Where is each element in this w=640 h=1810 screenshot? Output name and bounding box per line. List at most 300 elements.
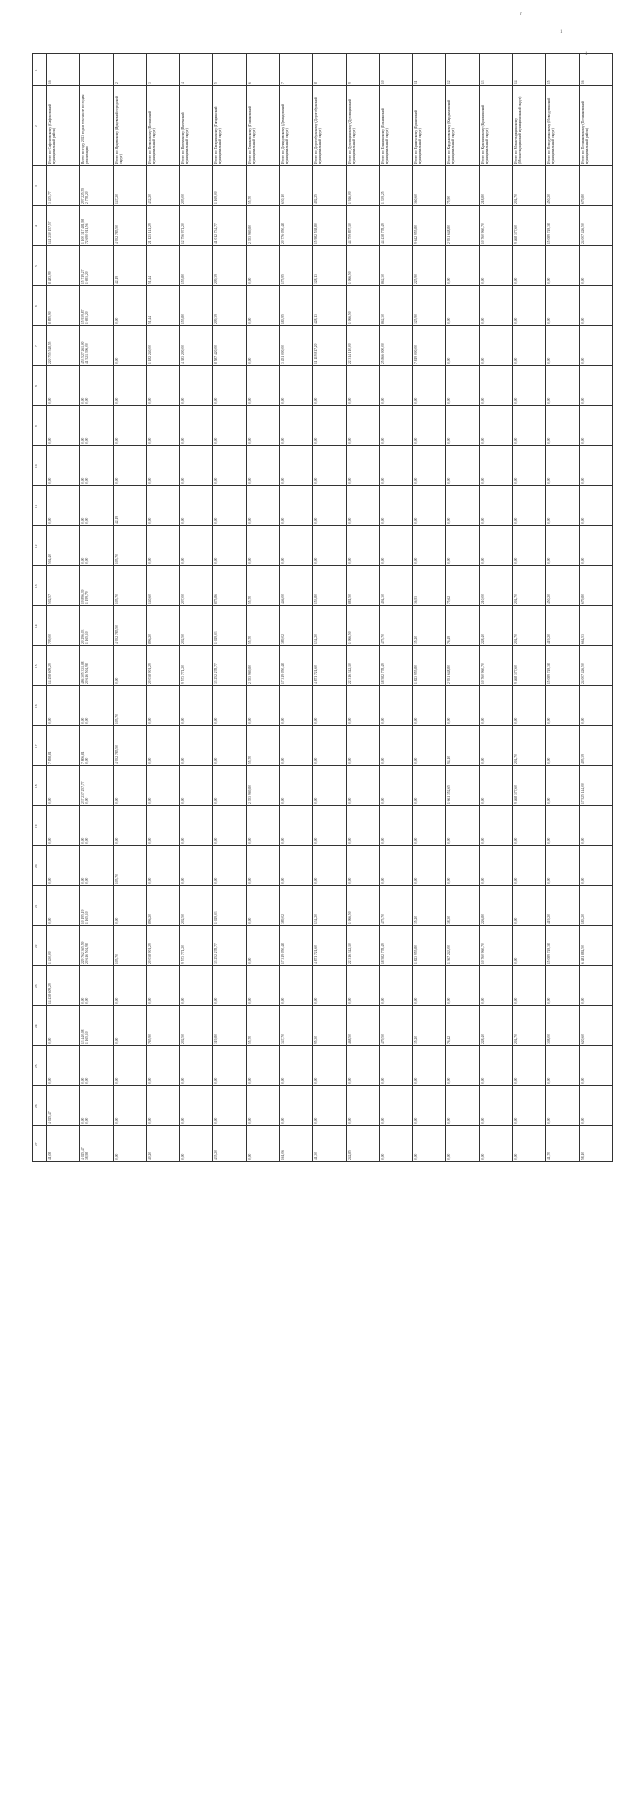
column-number-cell	[33, 1006, 47, 1046]
column-number-cell-text: 20	[34, 864, 38, 868]
value-cell-text: 22 316 342,10	[347, 943, 352, 964]
value-cell-text: 1 823 955,80	[414, 945, 419, 964]
value-cell-text: 0,00	[480, 317, 485, 324]
row-number-cell	[313, 54, 346, 86]
value-cell-text: 2 353 969,80	[247, 785, 252, 804]
value-cell	[346, 326, 379, 366]
value-cell	[512, 1086, 545, 1126]
row-name-cell	[80, 86, 113, 166]
value-cell-text: 0,00	[48, 1037, 52, 1044]
value-cell	[113, 286, 146, 326]
value-cell	[579, 686, 612, 726]
value-cell-text: 0,00	[214, 1117, 219, 1124]
value-cell	[446, 846, 479, 886]
value-cell	[279, 246, 312, 286]
value-cell-text: 494,30	[380, 594, 385, 604]
value-cell	[246, 806, 279, 846]
column-number-cell-text: 26	[34, 1104, 38, 1108]
value-cell	[47, 166, 80, 206]
value-cell-text: 0,00	[447, 1153, 452, 1160]
value-cell-text: 0,00	[247, 997, 252, 1004]
value-cell-text: 0,00	[580, 277, 585, 284]
value-cell	[346, 846, 379, 886]
value-cell-text: 10 195,19 1 165,10	[81, 909, 90, 924]
row-numbers	[33, 54, 613, 86]
value-cell-text: 328,13	[314, 274, 319, 284]
value-cell-text: 2 353 969,80	[247, 225, 252, 244]
row-name-cell-text: Итого по Вяземскому (Вяземский муниципальный округ)	[181, 112, 190, 164]
value-cell	[546, 806, 579, 846]
value-cell	[180, 406, 213, 446]
value-cell	[180, 966, 213, 1006]
value-cell	[80, 846, 113, 886]
value-cell-text: 389,02	[280, 914, 285, 924]
value-cell-text: 0,00 0,00	[81, 877, 90, 884]
value-cell-text: 0,00	[247, 717, 252, 724]
value-cell	[47, 646, 80, 686]
value-cell-text: 0,00	[580, 1077, 585, 1084]
column-number-cell	[33, 86, 47, 166]
value-cell-text: 419,20	[547, 914, 552, 924]
value-cell	[413, 1046, 446, 1086]
value-cell-text: 0,00	[214, 877, 219, 884]
value-cell	[546, 566, 579, 606]
value-cell	[113, 886, 146, 926]
value-cell	[479, 566, 512, 606]
value-cell-text: 51,44	[147, 275, 152, 284]
value-cell-text: 24 007 426,50	[580, 223, 585, 244]
value-cell-text: 0,00	[513, 877, 518, 884]
value-cell	[379, 1006, 412, 1046]
value-cell	[413, 246, 446, 286]
value-cell-text: 0,00	[247, 477, 252, 484]
value-cell-text: 15 089 749,38	[547, 223, 552, 244]
value-cell	[579, 646, 612, 686]
value-cell-text: 3 451 000,00	[280, 345, 285, 364]
row-number-cell-text: 2	[114, 82, 119, 84]
value-cell-text: 1 066,50	[347, 311, 352, 324]
value-cell	[579, 246, 612, 286]
value-cell-text: 0,00	[480, 797, 485, 804]
value-cell-text: 0,00	[147, 717, 152, 724]
value-cell-text: 896,20	[147, 634, 152, 644]
value-cell	[279, 846, 312, 886]
value-cell	[279, 726, 312, 766]
row-name-cell-text: Итого по Сафоновскому (Сафоновский муниципальный район)	[48, 104, 57, 164]
value-cell-text: 0,00	[547, 557, 552, 564]
row-name-cell-text: Всего по году 2023 года в том числе по годам реализации	[81, 94, 90, 164]
value-cell	[479, 606, 512, 646]
value-cell-text: 225,90	[414, 274, 419, 284]
value-cell-text: 1 946,00	[347, 191, 352, 204]
value-cell-text: 0,00	[447, 317, 452, 324]
value-cell-text: 0,00	[181, 437, 186, 444]
value-cell	[479, 806, 512, 846]
value-cell-text: 0,00	[513, 1117, 518, 1124]
value-cell	[512, 206, 545, 246]
value-cell-text: 0,00	[314, 997, 319, 1004]
row-number-cell	[512, 54, 545, 86]
value-cell	[379, 446, 412, 486]
value-cell	[313, 246, 346, 286]
value-cell	[346, 886, 379, 926]
value-cell-text: 0,00	[447, 877, 452, 884]
value-cell-text: 0,00	[214, 717, 219, 724]
value-cell-text: 4 871 721,60	[314, 665, 319, 684]
value-cell	[279, 1046, 312, 1086]
value-cell	[413, 366, 446, 406]
column-number-cell	[33, 646, 47, 686]
value-cell-text: 0,00	[447, 277, 452, 284]
value-cell-text: 679,80	[580, 194, 585, 204]
value-cell-text: 204,70	[513, 594, 518, 604]
value-cell-text: 35,20	[414, 915, 419, 924]
value-cell	[546, 606, 579, 646]
value-cell-text: 204,70	[513, 194, 518, 204]
row-name-cell	[446, 86, 479, 166]
row-name-cell	[313, 86, 346, 166]
value-cell	[479, 1086, 512, 1126]
column-number-cell	[33, 406, 47, 446]
value-cell	[279, 926, 312, 966]
value-cell	[213, 1046, 246, 1086]
value-cell-text: 33 252 278,77	[214, 663, 219, 684]
column-number-cell	[33, 1126, 47, 1162]
value-cell	[479, 686, 512, 726]
value-cell	[47, 606, 80, 646]
value-cell	[246, 606, 279, 646]
value-cell	[512, 1006, 545, 1046]
row-name-cell-text: Итого по Ярцевскому (Ярцевский городской округ)	[114, 96, 123, 164]
value-cell	[47, 726, 80, 766]
data-row	[33, 406, 613, 446]
value-cell	[579, 1126, 612, 1162]
value-cell	[313, 486, 346, 526]
value-cell	[279, 646, 312, 686]
column-number-cell-text: 2	[34, 125, 38, 127]
value-cell-text: 0,00	[347, 1077, 352, 1084]
column-number-cell-text: 12	[34, 544, 38, 548]
value-cell	[479, 846, 512, 886]
value-cell-text: 204,70	[513, 634, 518, 644]
value-cell	[80, 646, 113, 686]
value-cell	[579, 326, 612, 366]
value-cell-text: 0,00	[247, 397, 252, 404]
value-cell-text: 0,00	[380, 837, 385, 844]
value-cell-text: 1 066,50	[347, 271, 352, 284]
value-cell-text: 0,00	[513, 437, 518, 444]
value-cell-text: 76,42	[447, 1035, 452, 1044]
data-row	[33, 206, 613, 246]
value-cell	[246, 926, 279, 966]
value-cell-text: 0,00	[114, 1037, 119, 1044]
row-number-cell-text: 11	[414, 80, 419, 84]
value-cell	[346, 926, 379, 966]
value-cell	[479, 726, 512, 766]
value-cell-text: 0,00	[147, 997, 152, 1004]
value-cell-text: 0,00	[247, 357, 252, 364]
data-row	[33, 1006, 613, 1046]
row-name-cell	[113, 86, 146, 166]
value-cell-text: 0,00	[480, 277, 485, 284]
value-cell	[80, 406, 113, 446]
value-cell-text: 4 025,47 38,98	[81, 1147, 90, 1160]
column-number-cell	[33, 686, 47, 726]
value-cell	[246, 1006, 279, 1046]
value-cell	[579, 886, 612, 926]
value-cell	[279, 206, 312, 246]
value-cell-text: 0,00	[480, 437, 485, 444]
value-cell	[113, 406, 146, 446]
value-cell-text: 0,00	[513, 277, 518, 284]
value-cell	[379, 246, 412, 286]
value-cell-text: 389,02	[280, 634, 285, 644]
value-cell-text: 0,00	[48, 797, 52, 804]
value-cell-text: 0,00	[547, 1117, 552, 1124]
data-row	[33, 246, 613, 286]
value-cell	[80, 766, 113, 806]
value-cell	[146, 286, 179, 326]
row-number-cell-text: 4	[181, 82, 186, 84]
value-cell	[279, 766, 312, 806]
row-name-cell-text: Итого по Духовщинскому (Духовщинский муниципальный округ)	[347, 99, 356, 164]
value-cell-text: 18 582 778,49	[380, 943, 385, 964]
value-cell	[313, 806, 346, 846]
value-cell	[146, 886, 179, 926]
value-cell-text: 0,00	[347, 1117, 352, 1124]
value-cell	[213, 566, 246, 606]
column-number-cell	[33, 446, 47, 486]
data-table	[32, 53, 613, 1162]
value-cell	[313, 846, 346, 886]
value-cell-text: 0,00	[181, 717, 186, 724]
value-cell-text: 0,00	[347, 557, 352, 564]
value-cell-text: 0,00	[314, 437, 319, 444]
value-cell	[512, 846, 545, 886]
value-cell-text: 220 755 548,55	[48, 341, 52, 364]
column-number-cell-text: 7	[34, 345, 38, 347]
value-cell-text: 9 468 377,60	[513, 665, 518, 684]
value-cell	[413, 1126, 446, 1162]
value-cell	[146, 446, 179, 486]
value-cell	[546, 206, 579, 246]
value-cell-text: 0,00	[181, 397, 186, 404]
row-name-cell-text: Итого по Гагаринскому (Гагаринский муниципальный округ)	[214, 106, 223, 164]
value-cell	[113, 606, 146, 646]
value-cell	[279, 326, 312, 366]
value-cell-text: 0,00	[580, 837, 585, 844]
row-number-cell-text: 1б	[48, 80, 52, 84]
value-cell	[546, 1086, 579, 1126]
value-cell	[512, 486, 545, 526]
value-cell-text: 183,95	[280, 314, 285, 324]
row-number-cell-text: 7	[280, 82, 285, 84]
page-mark: г	[520, 12, 523, 17]
value-cell	[313, 966, 346, 1006]
row-name-cell	[579, 86, 612, 166]
value-cell	[346, 526, 379, 566]
value-cell-text: 0,00	[280, 517, 285, 524]
column-number-cell-text: 19	[34, 824, 38, 828]
value-cell-text: 0,00	[447, 1077, 452, 1084]
value-cell-text: 0,00	[48, 517, 52, 524]
value-cell	[146, 1006, 179, 1046]
value-cell-text: 14 458 609,29	[48, 663, 52, 684]
value-cell-text: 0,00	[380, 517, 385, 524]
data-row	[33, 166, 613, 206]
value-cell	[47, 206, 80, 246]
value-cell	[47, 846, 80, 886]
value-cell-text: 0,00	[480, 357, 485, 364]
value-cell-text: 0,00	[214, 837, 219, 844]
value-cell-text: 450,20	[547, 594, 552, 604]
value-cell-text: 0,00	[414, 517, 419, 524]
value-cell-text: 0,00	[513, 517, 518, 524]
page-mark: 1	[585, 52, 588, 57]
value-cell	[146, 1046, 179, 1086]
value-cell	[379, 886, 412, 926]
data-row	[33, 1046, 613, 1086]
value-cell-text: 210,00	[480, 594, 485, 604]
column-number-cell-text: 13	[34, 584, 38, 588]
row-name-cell-text: Итого по Новодугинскому (Новодугинский муниципальный округ)	[547, 97, 556, 164]
column-number-cell-text: 10	[34, 464, 38, 468]
value-cell	[479, 246, 512, 286]
data-row	[33, 326, 613, 366]
value-cell	[180, 846, 213, 886]
value-cell-text: 19 896,39 1 199,79	[81, 589, 90, 604]
value-cell-text: 0,00	[513, 717, 518, 724]
value-cell	[146, 1086, 179, 1126]
value-cell-text: 0,00	[380, 797, 385, 804]
value-cell-text: 620,60	[580, 1034, 585, 1044]
value-cell	[546, 326, 579, 366]
value-cell-text: 0,00	[414, 757, 419, 764]
value-cell	[47, 566, 80, 606]
value-cell	[479, 1046, 512, 1086]
value-cell	[213, 686, 246, 726]
value-cell-text: 0,00	[414, 1153, 419, 1160]
value-cell-text: 1 029,03	[214, 631, 219, 644]
value-cell-text: 0,00	[547, 717, 552, 724]
column-number-cell	[33, 246, 47, 286]
value-cell	[512, 566, 545, 606]
column-number-cell-text: 8	[34, 385, 38, 387]
column-number-cell	[33, 366, 47, 406]
value-cell-text: 0,00	[513, 1153, 518, 1160]
value-cell-text: 55,70	[247, 195, 252, 204]
value-cell-text: 155,80	[181, 274, 186, 284]
value-cell	[80, 806, 113, 846]
value-cell	[180, 526, 213, 566]
value-cell-text: 0,00	[580, 997, 585, 1004]
value-cell-text: 0,00	[114, 477, 119, 484]
value-cell-text: 11 119 817,20	[314, 343, 319, 364]
value-cell	[579, 726, 612, 766]
value-cell	[47, 486, 80, 526]
value-cell-text: 0,00	[280, 557, 285, 564]
value-cell-text: 20 038 901,29	[147, 943, 152, 964]
row-number-cell-text: 16	[580, 80, 585, 84]
value-cell	[146, 406, 179, 446]
value-cell	[279, 286, 312, 326]
value-cell	[47, 286, 80, 326]
value-cell-text: 42,19	[114, 275, 119, 284]
value-cell-text: 0,00	[447, 557, 452, 564]
value-cell-text: 308,00	[547, 1034, 552, 1044]
value-cell-text: 0,00	[280, 797, 285, 804]
page-mark: 1	[560, 30, 563, 35]
value-cell-text: 0,00	[214, 757, 219, 764]
value-cell-text: 0,00	[48, 477, 52, 484]
value-cell-text: 0,00	[280, 477, 285, 484]
value-cell-text: 0,00	[214, 477, 219, 484]
value-cell-text: 2 931 648,80	[447, 225, 452, 244]
value-cell	[379, 366, 412, 406]
value-cell-text: 0,00 0,00	[81, 1117, 90, 1124]
data-row	[33, 446, 613, 486]
value-cell-text: 0,00	[513, 477, 518, 484]
value-cell-text: 0,00	[114, 437, 119, 444]
value-cell-text: 242,85	[347, 1150, 352, 1160]
value-cell	[379, 606, 412, 646]
value-cell	[546, 726, 579, 766]
value-cell-text: 155,80	[181, 314, 186, 324]
value-cell	[512, 326, 545, 366]
value-cell	[180, 1086, 213, 1126]
value-cell	[346, 206, 379, 246]
value-cell	[546, 926, 579, 966]
value-cell-text: 0,00	[247, 517, 252, 524]
value-cell-text: 0,00	[547, 477, 552, 484]
value-cell-text: 0,00	[314, 1117, 319, 1124]
value-cell	[479, 526, 512, 566]
value-cell-text: 0,00	[247, 957, 252, 964]
value-cell-text: 0,00	[414, 717, 419, 724]
value-cell	[479, 446, 512, 486]
value-cell	[379, 646, 412, 686]
value-cell	[512, 806, 545, 846]
value-cell	[379, 286, 412, 326]
value-cell-text: 0,00 0,00	[81, 837, 90, 844]
data-row	[33, 1086, 613, 1126]
value-cell-text: 207,00	[181, 594, 186, 604]
value-cell-text: 0,00	[547, 357, 552, 364]
value-cell-text: 20 296,03 1 165,10	[81, 629, 90, 644]
value-cell	[346, 1006, 379, 1046]
value-cell	[113, 686, 146, 726]
value-cell-text: 0,00	[380, 397, 385, 404]
value-cell	[313, 166, 346, 206]
value-cell	[146, 766, 179, 806]
value-cell-text: 325,90	[414, 314, 419, 324]
value-cell-text: 0,00	[314, 757, 319, 764]
value-cell-text: 228,40	[480, 634, 485, 644]
value-cell	[313, 1086, 346, 1126]
value-cell	[80, 1086, 113, 1126]
value-cell-text: 0,00	[380, 1117, 385, 1124]
column-number-cell-text: 14	[34, 624, 38, 628]
value-cell	[379, 686, 412, 726]
value-cell-text: 0,00	[181, 557, 186, 564]
value-cell	[346, 486, 379, 526]
value-cell-text: 33 252 278,77	[214, 943, 219, 964]
value-cell	[47, 886, 80, 926]
value-cell	[512, 526, 545, 566]
value-cell	[246, 966, 279, 1006]
column-number-cell-text: 17	[34, 744, 38, 748]
value-cell	[446, 886, 479, 926]
